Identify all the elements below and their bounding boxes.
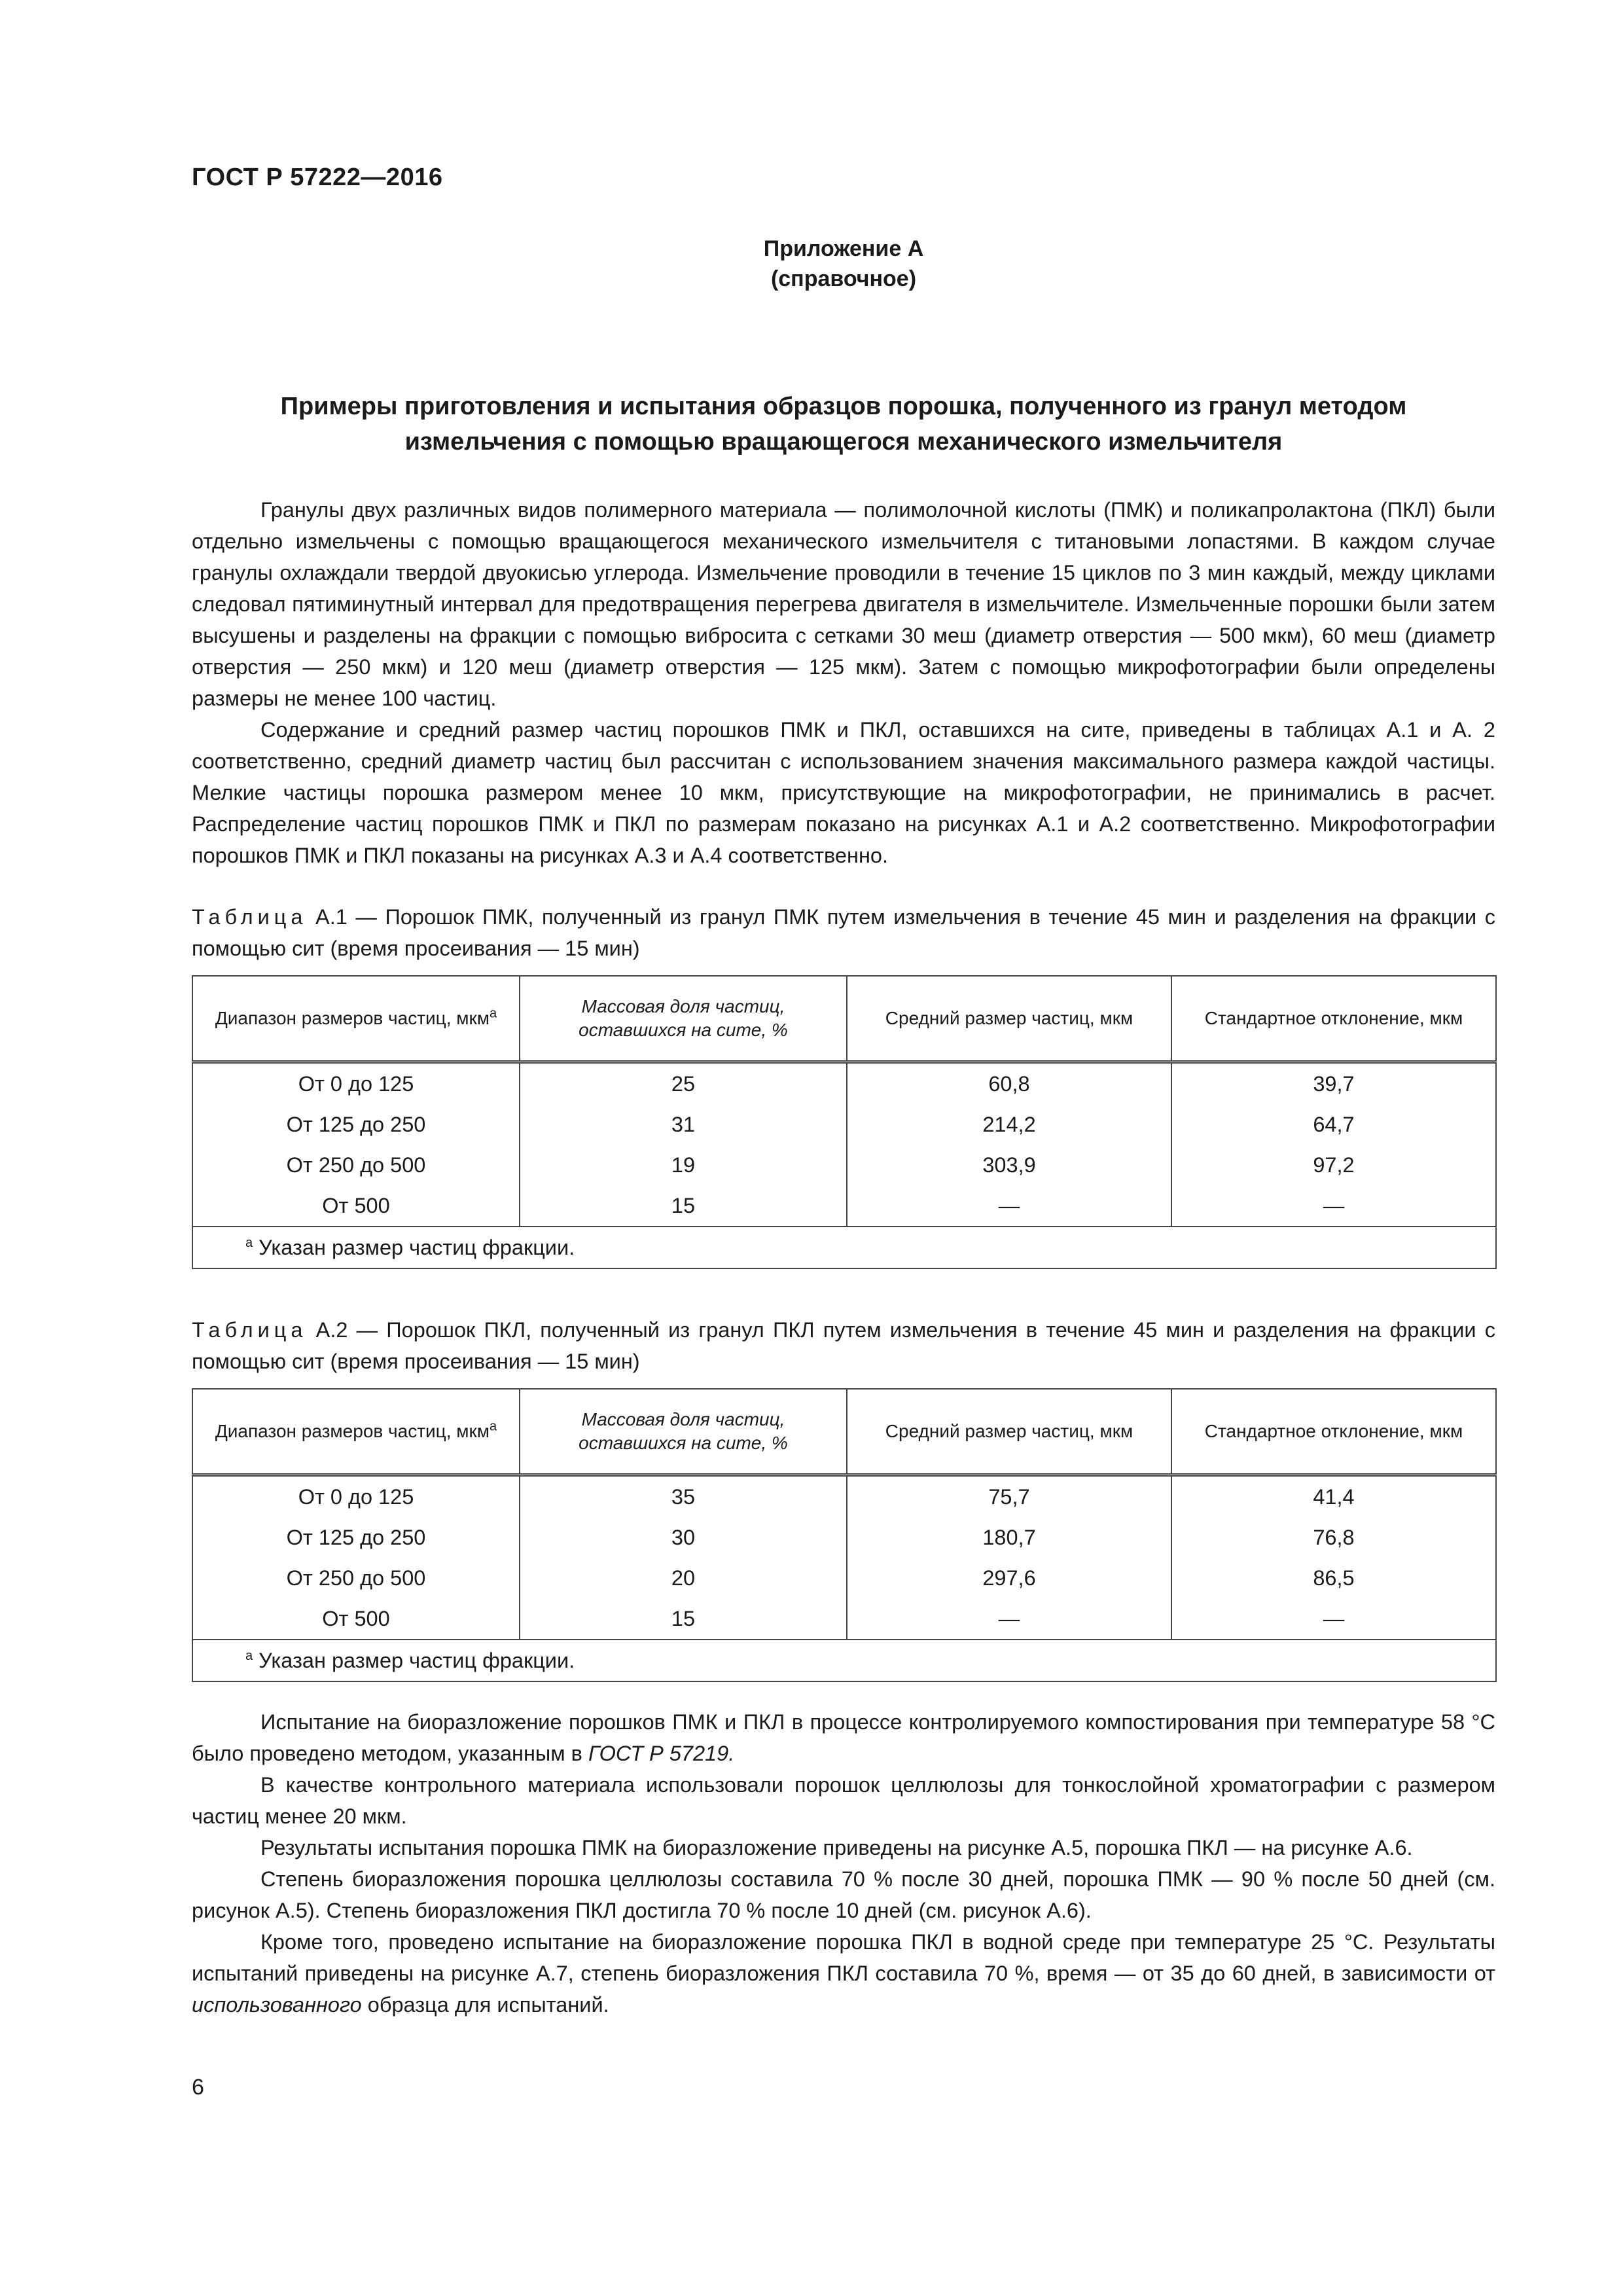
table-row [192,1062,1496,1105]
header-cell-mass: Массовая доля частиц, оставшихся на сите, % [520,1389,847,1475]
appendix-type: (справочное) [770,266,917,291]
title-line-1: Примеры приготовления и испытания образцов порошка, полученного из гранул методом [280,393,1407,420]
table-row [192,1104,1496,1145]
table2 [192,1388,1497,1682]
table-row [192,1517,1496,1558]
table-cell: — [1171,1185,1496,1227]
table-footnote: $^а$ Указан размер частиц фракции. [192,1227,1496,1268]
standard-reference: ГОСТ Р 57219. [588,1742,735,1765]
title-line-2: измельчения с помощью вращающегося механического измельчителя [404,428,1283,456]
appendix-label: Приложение А [763,236,924,261]
table-cell: 30 [520,1517,847,1558]
table-cell: От 0 до 125 [192,1475,520,1518]
table-cell: От 250 до 500 [192,1558,520,1598]
table-footnote-row [192,1227,1496,1268]
table-cell: 60,8 [847,1062,1171,1105]
table-cell: 20 [520,1558,847,1598]
table-cell: 35 [520,1475,847,1518]
paragraph: Кроме того, проведено испытание на биоразложение порошка ПКЛ в водной среде при температуре 25 °С. Результаты испытаний приведены на рисунке А.7, степень биоразложения ПКЛ составила 70 %, время — от 35 до 60 дней, в зависимости от использованного образца для испытаний. [192,1930,1495,2017]
table-cell: — [847,1598,1171,1640]
table-cell: 97,2 [1171,1145,1496,1185]
table-cell: 214,2 [847,1104,1171,1145]
table-cell: 31 [520,1104,847,1145]
table-cell: 25 [520,1062,847,1105]
table-cell: — [1171,1598,1496,1640]
table-row [192,1145,1496,1185]
intro-text [192,494,1495,871]
table-header-row [192,976,1496,1062]
paragraph: Степень биоразложения порошка целлюлозы составила 70 % после 30 дней, порошка ПМК — 90 % после 50 дней (см. рисунок А.5). Степень биоразложения ПКЛ достигла 70 % после 10 дней (см. рисунок А.6). [192,1867,1495,1922]
header-cell-mean: Средний размер частиц, мкм [847,976,1171,1062]
table-cell: От 125 до 250 [192,1104,520,1145]
table-cell: 64,7 [1171,1104,1496,1145]
header-cell-mean: Средний размер частиц, мкм [847,1389,1171,1475]
table-cell: От 500 [192,1598,520,1640]
header-cell-range: Диапазон размеров частиц, мкм$^а$ [192,976,520,1062]
table-cell: 76,8 [1171,1517,1496,1558]
table-cell: 41,4 [1171,1475,1496,1518]
table-cell: 15 [520,1185,847,1227]
table-cell: 180,7 [847,1517,1171,1558]
results-text [192,1706,1495,2020]
table-caption-text: А.2 — Порошок ПКЛ, полученный из гранул ПКЛ путем измельчения в течение 45 мин и разделения на фракции с помощью сит (время просеивания — 15 мин) [192,1318,1496,1373]
appendix-title [192,389,1495,459]
table-row [192,1475,1496,1518]
page-number: 6 [192,2075,204,2100]
table-cell: От 0 до 125 [192,1062,520,1105]
document-code: ГОСТ Р 57222—2016 [192,164,443,191]
document-page [192,0,1495,2296]
table-cell: 303,9 [847,1145,1171,1185]
header-cell-range: Диапазон размеров частиц, мкм$^а$ [192,1389,520,1475]
table-footnote: $^а$ Указан размер частиц фракции. [192,1640,1496,1681]
header-cell-std: Стандартное отклонение, мкм [1171,976,1496,1062]
table-row [192,1558,1496,1598]
paragraph: Испытание на биоразложение порошков ПМК и ПКЛ в процессе контролируемого компостирования при температуре 58 °С было проведено методом, указанным в ГОСТ Р 57219. [192,1710,1495,1765]
table-cell: 15 [520,1598,847,1640]
table-cell: От 125 до 250 [192,1517,520,1558]
table1-caption [192,901,1495,964]
table-cell: От 250 до 500 [192,1145,520,1185]
table-cell: 297,6 [847,1558,1171,1598]
table-header-row [192,1389,1496,1475]
table-cell: — [847,1185,1171,1227]
table-cell: 86,5 [1171,1558,1496,1598]
table-row [192,1598,1496,1640]
paragraph: В качестве контрольного материала использовали порошок целлюлозы для тонкослойной хроматографии с размером частиц менее 20 мкм. [192,1773,1495,1828]
paragraph: Результаты испытания порошка ПМК на биоразложение приведены на рисунке А.5, порошка ПКЛ — на рисунке А.6. [260,1836,1413,1859]
paragraph: Содержание и средний размер частиц порошков ПМК и ПКЛ, оставшихся на сите, приведены в таблицах А.1 и А. 2 соответственно, средний диаметр частиц был рассчитан с использованием значения максимального размера каждой частицы. Мелкие частицы порошка размером менее 10 мкм, присутствующие на микрофотографии, не принимались в расчет. Распределение частиц порошков ПМК и ПКЛ по размерам показано на рисунках А.1 и А.2 соответственно. Микрофотографии порошков ПМК и ПКЛ показаны на рисунках А.3 и А.4 соответственно. [192,718,1495,867]
table-row [192,1185,1496,1227]
table2-caption [192,1314,1495,1377]
paragraph: Гранулы двух различных видов полимерного материала — полимолочной кислоты (ПМК) и поликапролактона (ПКЛ) были отдельно измельчены с помощью вращающегося механического измельчителя с титановыми лопастями. В каждом случае гранулы охлаждали твердой двуокисью углерода. Измельчение проводили в течение 15 циклов по 3 мин каждый, между циклами следовал пятиминутный интервал для предотвращения перегрева двигателя в измельчителе. Измельченные порошки были затем высушены и разделены на фракции с помощью вибросита с сетками 30 меш (диаметр отверстия — 500 мкм), 60 меш (диаметр отверстия — 250 мкм) и 120 меш (диаметр отверстия — 125 мкм). Затем с помощью микрофотографии были определены размеры не менее 100 частиц. [192,498,1495,710]
header-cell-std: Стандартное отклонение, мкм [1171,1389,1496,1475]
table-footnote-row [192,1640,1496,1681]
table1 [192,975,1497,1269]
table-cell: 75,7 [847,1475,1171,1518]
table-label: Таблица [192,1318,308,1342]
appendix-heading [192,234,1495,294]
table-label: Таблица [192,905,308,929]
table-cell: От 500 [192,1185,520,1227]
table-caption-text: А.1 — Порошок ПМК, полученный из гранул ПМК путем измельчения в течение 45 мин и разделения на фракции с помощью сит (время просеивания — 15 мин) [192,905,1495,960]
table-cell: 19 [520,1145,847,1185]
header-cell-mass: Массовая доля частиц, оставшихся на сите, % [520,976,847,1062]
table-cell: 39,7 [1171,1062,1496,1105]
